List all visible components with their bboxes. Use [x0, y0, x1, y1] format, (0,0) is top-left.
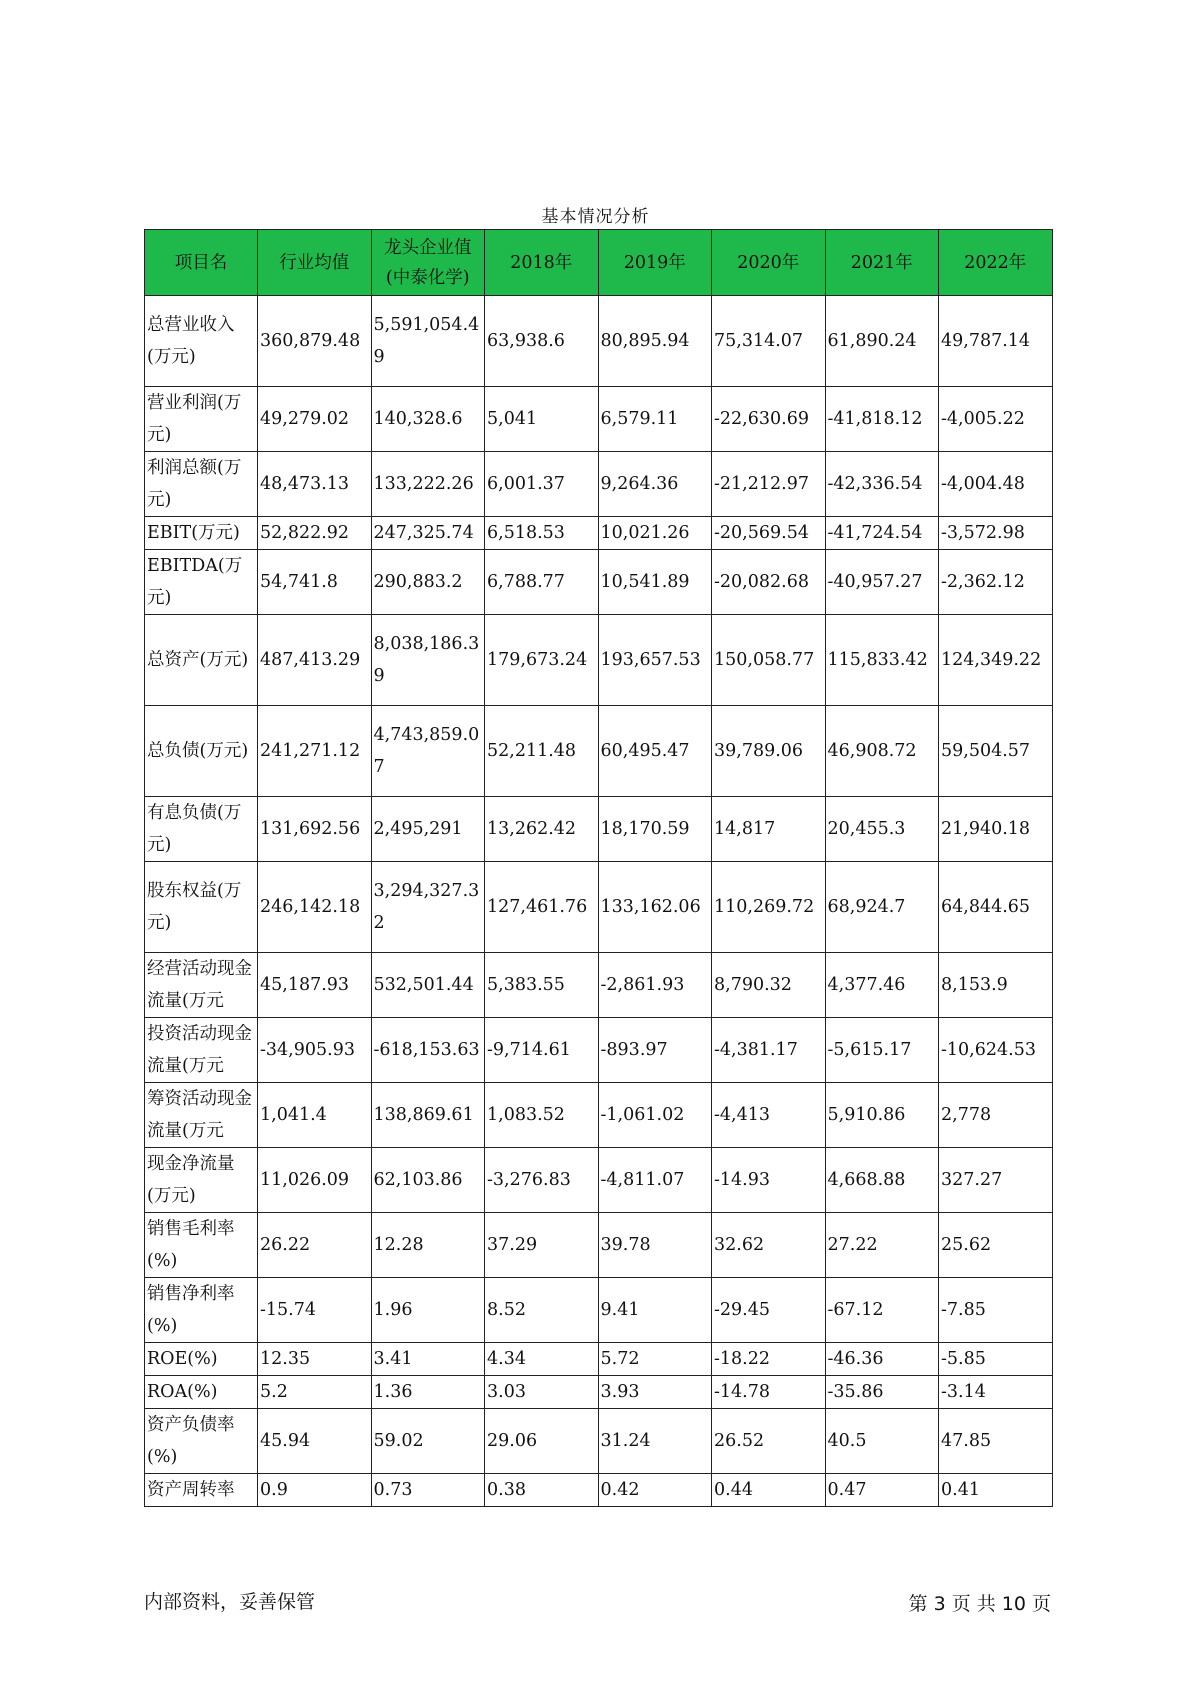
table-cell: -3.14 — [939, 1376, 1053, 1409]
table-cell: 18,170.59 — [598, 797, 712, 862]
header-industry-average: 行业均值 — [258, 230, 372, 296]
table-row — [145, 797, 1053, 862]
table-cell: 8.52 — [485, 1278, 599, 1343]
table-cell: 6,001.37 — [485, 452, 599, 517]
table-cell: -34,905.93 — [258, 1018, 372, 1083]
header-item-name: 项目名 — [145, 230, 258, 296]
table-cell: 8,038,186.39 — [371, 615, 485, 706]
table-cell: 127,461.76 — [485, 862, 599, 953]
table-cell: 140,328.6 — [371, 387, 485, 452]
table-cell: 290,883.2 — [371, 550, 485, 615]
table-cell: 532,501.44 — [371, 953, 485, 1018]
table-cell: -4,381.17 — [712, 1018, 826, 1083]
table-cell: 3.93 — [598, 1376, 712, 1409]
table-cell: -41,724.54 — [825, 517, 939, 550]
table-cell: 59,504.57 — [939, 706, 1053, 797]
page-title: 基本情况分析 — [541, 207, 650, 227]
table-cell: 246,142.18 — [258, 862, 372, 953]
table-cell: 14,817 — [712, 797, 826, 862]
table-cell: 327.27 — [939, 1148, 1053, 1213]
table-cell: -35.86 — [825, 1376, 939, 1409]
table-cell: 138,869.61 — [371, 1083, 485, 1148]
table-cell: 12.35 — [258, 1343, 372, 1376]
table-cell: -7.85 — [939, 1278, 1053, 1343]
table-cell: 9.41 — [598, 1278, 712, 1343]
table-cell: 40.5 — [825, 1409, 939, 1474]
table-cell: 21,940.18 — [939, 797, 1053, 862]
table-cell: -20,569.54 — [712, 517, 826, 550]
table-cell: 80,895.94 — [598, 296, 712, 387]
table-cell: -4,811.07 — [598, 1148, 712, 1213]
table-cell: -42,336.54 — [825, 452, 939, 517]
table-cell: 47.85 — [939, 1409, 1053, 1474]
table-cell: 6,788.77 — [485, 550, 599, 615]
table-row — [145, 1474, 1053, 1507]
row-label: 营业利润(万元) — [145, 387, 258, 452]
table-row — [145, 296, 1053, 387]
row-label: 利润总额(万元) — [145, 452, 258, 517]
table-cell: -893.97 — [598, 1018, 712, 1083]
header-leader-value: 龙头企业值(中泰化学) — [371, 230, 485, 296]
table-cell: -2,861.93 — [598, 953, 712, 1018]
row-label: EBITDA(万元) — [145, 550, 258, 615]
table-cell: -40,957.27 — [825, 550, 939, 615]
table-cell: -22,630.69 — [712, 387, 826, 452]
table-cell: 110,269.72 — [712, 862, 826, 953]
row-label: 有息负债(万元) — [145, 797, 258, 862]
table-cell: 63,938.6 — [485, 296, 599, 387]
table-cell: 13,262.42 — [485, 797, 599, 862]
table-cell: 10,541.89 — [598, 550, 712, 615]
table-cell: -15.74 — [258, 1278, 372, 1343]
table-cell: 4,743,859.07 — [371, 706, 485, 797]
table-cell: -4,005.22 — [939, 387, 1053, 452]
table-cell: 0.38 — [485, 1474, 599, 1507]
header-2021: 2021年 — [825, 230, 939, 296]
footer-page-number: 第 3 页 共 10 页 — [908, 1593, 1051, 1615]
table-cell: 0.9 — [258, 1474, 372, 1507]
table-cell: 0.44 — [712, 1474, 826, 1507]
table-cell: -14.93 — [712, 1148, 826, 1213]
table-cell: 3.03 — [485, 1376, 599, 1409]
table-cell: 37.29 — [485, 1213, 599, 1278]
table-cell: 49,279.02 — [258, 387, 372, 452]
table-cell: 193,657.53 — [598, 615, 712, 706]
table-cell: -3,572.98 — [939, 517, 1053, 550]
table-cell: -21,212.97 — [712, 452, 826, 517]
row-label: 总负债(万元) — [145, 706, 258, 797]
table-row — [145, 953, 1053, 1018]
table-cell: -14.78 — [712, 1376, 826, 1409]
table-cell: -41,818.12 — [825, 387, 939, 452]
table-cell: 26.52 — [712, 1409, 826, 1474]
table-cell: -67.12 — [825, 1278, 939, 1343]
table-cell: -1,061.02 — [598, 1083, 712, 1148]
table-cell: 60,495.47 — [598, 706, 712, 797]
table-cell: 8,790.32 — [712, 953, 826, 1018]
table-row — [145, 1376, 1053, 1409]
table-cell: 131,692.56 — [258, 797, 372, 862]
table-cell: 124,349.22 — [939, 615, 1053, 706]
header-2022: 2022年 — [939, 230, 1053, 296]
table-cell: 61,890.24 — [825, 296, 939, 387]
table-row — [145, 1148, 1053, 1213]
table-cell: -18.22 — [712, 1343, 826, 1376]
table-cell: 247,325.74 — [371, 517, 485, 550]
table-cell: 5,910.86 — [825, 1083, 939, 1148]
table-cell: 8,153.9 — [939, 953, 1053, 1018]
table-cell: -5.85 — [939, 1343, 1053, 1376]
row-label: ROE(%) — [145, 1343, 258, 1376]
row-label: 筹资活动现金流量(万元 — [145, 1083, 258, 1148]
table-cell: 4.34 — [485, 1343, 599, 1376]
header-2019: 2019年 — [598, 230, 712, 296]
table-row — [145, 387, 1053, 452]
analysis-table — [144, 229, 1053, 1507]
table-cell: 5.2 — [258, 1376, 372, 1409]
table-row — [145, 1278, 1053, 1343]
table-cell: 48,473.13 — [258, 452, 372, 517]
table-cell: 6,579.11 — [598, 387, 712, 452]
table-cell: 1.36 — [371, 1376, 485, 1409]
table-cell: 64,844.65 — [939, 862, 1053, 953]
header-2018: 2018年 — [485, 230, 599, 296]
table-cell: -9,714.61 — [485, 1018, 599, 1083]
table-cell: 5,383.55 — [485, 953, 599, 1018]
table-cell: -3,276.83 — [485, 1148, 599, 1213]
table-cell: 68,924.7 — [825, 862, 939, 953]
table-cell: 49,787.14 — [939, 296, 1053, 387]
row-label: 总营业收入(万元) — [145, 296, 258, 387]
row-label: 投资活动现金流量(万元 — [145, 1018, 258, 1083]
table-cell: 4,668.88 — [825, 1148, 939, 1213]
table-cell: -46.36 — [825, 1343, 939, 1376]
table-cell: 3,294,327.32 — [371, 862, 485, 953]
table-cell: 29.06 — [485, 1409, 599, 1474]
table-row — [145, 862, 1053, 953]
table-cell: 1,083.52 — [485, 1083, 599, 1148]
table-cell: -2,362.12 — [939, 550, 1053, 615]
table-cell: -5,615.17 — [825, 1018, 939, 1083]
table-cell: 12.28 — [371, 1213, 485, 1278]
table-cell: 31.24 — [598, 1409, 712, 1474]
table-row — [145, 517, 1053, 550]
table-cell: -10,624.53 — [939, 1018, 1053, 1083]
table-cell: 5.72 — [598, 1343, 712, 1376]
table-cell: -29.45 — [712, 1278, 826, 1343]
table-cell: 133,162.06 — [598, 862, 712, 953]
table-row — [145, 1018, 1053, 1083]
row-label: EBIT(万元) — [145, 517, 258, 550]
table-row — [145, 452, 1053, 517]
table-cell: 10,021.26 — [598, 517, 712, 550]
table-cell: 179,673.24 — [485, 615, 599, 706]
table-cell: 11,026.09 — [258, 1148, 372, 1213]
table-row — [145, 1083, 1053, 1148]
table-cell: 115,833.42 — [825, 615, 939, 706]
row-label: ROA(%) — [145, 1376, 258, 1409]
table-cell: 2,778 — [939, 1083, 1053, 1148]
table-cell: 9,264.36 — [598, 452, 712, 517]
table-cell: -20,082.68 — [712, 550, 826, 615]
table-cell: 5,591,054.49 — [371, 296, 485, 387]
row-label: 总资产(万元) — [145, 615, 258, 706]
row-label: 现金净流量(万元) — [145, 1148, 258, 1213]
table-cell: -4,413 — [712, 1083, 826, 1148]
table-cell: 6,518.53 — [485, 517, 599, 550]
table-cell: 487,413.29 — [258, 615, 372, 706]
table-row — [145, 550, 1053, 615]
table-cell: 133,222.26 — [371, 452, 485, 517]
footer-confidential-note: 内部资料，妥善保管 — [144, 1591, 316, 1613]
table-cell: 39.78 — [598, 1213, 712, 1278]
row-label: 经营活动现金流量(万元 — [145, 953, 258, 1018]
table-row — [145, 706, 1053, 797]
table-cell: 20,455.3 — [825, 797, 939, 862]
table-cell: -618,153.63 — [371, 1018, 485, 1083]
table-cell: 75,314.07 — [712, 296, 826, 387]
table-cell: 59.02 — [371, 1409, 485, 1474]
table-row — [145, 1409, 1053, 1474]
table-cell: -4,004.48 — [939, 452, 1053, 517]
table-cell: 32.62 — [712, 1213, 826, 1278]
row-label: 销售毛利率(%) — [145, 1213, 258, 1278]
table-cell: 62,103.86 — [371, 1148, 485, 1213]
header-2020: 2020年 — [712, 230, 826, 296]
table-cell: 360,879.48 — [258, 296, 372, 387]
table-header-row — [145, 230, 1053, 296]
table-cell: 27.22 — [825, 1213, 939, 1278]
table-cell: 45.94 — [258, 1409, 372, 1474]
row-label: 资产负债率(%) — [145, 1409, 258, 1474]
table-cell: 0.41 — [939, 1474, 1053, 1507]
table-row — [145, 1343, 1053, 1376]
table-cell: 26.22 — [258, 1213, 372, 1278]
table-cell: 45,187.93 — [258, 953, 372, 1018]
table-cell: 3.41 — [371, 1343, 485, 1376]
table-cell: 1,041.4 — [258, 1083, 372, 1148]
table-row — [145, 1213, 1053, 1278]
table-cell: 4,377.46 — [825, 953, 939, 1018]
row-label: 资产周转率 — [145, 1474, 258, 1507]
table-cell: 52,822.92 — [258, 517, 372, 550]
table-cell: 54,741.8 — [258, 550, 372, 615]
table-cell: 25.62 — [939, 1213, 1053, 1278]
table-cell: 0.42 — [598, 1474, 712, 1507]
table-cell: 5,041 — [485, 387, 599, 452]
table-cell: 0.47 — [825, 1474, 939, 1507]
table-cell: 46,908.72 — [825, 706, 939, 797]
table-cell: 39,789.06 — [712, 706, 826, 797]
table-cell: 52,211.48 — [485, 706, 599, 797]
row-label: 股东权益(万元) — [145, 862, 258, 953]
table-cell: 150,058.77 — [712, 615, 826, 706]
table-row — [145, 615, 1053, 706]
table-cell: 241,271.12 — [258, 706, 372, 797]
table-cell: 2,495,291 — [371, 797, 485, 862]
table-cell: 0.73 — [371, 1474, 485, 1507]
row-label: 销售净利率(%) — [145, 1278, 258, 1343]
table-cell: 1.96 — [371, 1278, 485, 1343]
